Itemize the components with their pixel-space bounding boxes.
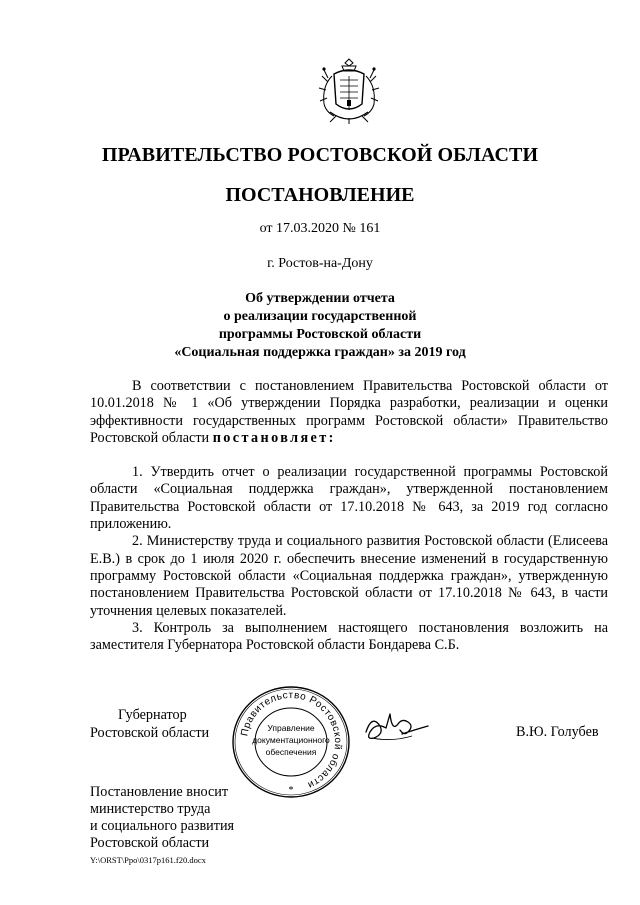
signatory-name: В.Ю. Голубев	[516, 724, 599, 740]
submitted-by-line: министерство труда	[90, 801, 211, 817]
handwritten-signature	[362, 708, 432, 748]
stamp-ring-text: Правительство Ростовской области	[239, 689, 344, 791]
preamble-text: В соответствии с постановлением Правительства Ростовской области от 10.01.2018 № 1 «Об утверждении Порядка разработки, реализации и оценки эффективности государственных программ Ростовской области» Правительство Ростовской области	[90, 378, 608, 446]
document-type: ПОСТАНОВЛЕНИЕ	[225, 184, 415, 206]
item-3: 3. Контроль за выполнением настоящего постановления возложить на заместителя Губернатора Ростовской области Бондарева С.Б.	[90, 619, 608, 654]
document-city: г. Ростов-на-Дону	[267, 256, 373, 271]
coat-of-arms-emblem	[316, 56, 382, 126]
official-stamp	[228, 683, 354, 801]
stamp-center-line: документационного	[252, 735, 330, 745]
subject-line: Об утверждении отчета	[245, 291, 395, 306]
signatory-title-line2: Ростовской области	[90, 725, 210, 741]
subject-line: о реализации государственной	[223, 309, 417, 324]
stamp-star-icon: *	[288, 785, 294, 796]
subject-line: «Социальная поддержка граждан» за 2019 год	[174, 345, 466, 360]
submitted-by-line: и социального развития	[90, 818, 235, 834]
item-1: 1. Утвердить отчет о реализации государственной программы Ростовской области «Социальная поддержка граждан», утвержденной постановлением Правительства Ростовской области от 17.10.2018 № 643, за 2019 год согласно приложению.	[90, 464, 608, 533]
government-title: ПРАВИТЕЛЬСТВО РОСТОВСКОЙ ОБЛАСТИ	[101, 144, 539, 166]
signatory-title-line1: Губернатор	[118, 707, 187, 723]
file-path: Y:\ORST\Ppo\0317p161.f20.docx	[90, 855, 206, 865]
stamp-center-line: обеспечения	[265, 747, 317, 757]
submitted-by-line: Постановление вносит	[90, 784, 229, 800]
subject-line: программы Ростовской области	[218, 327, 422, 342]
document-date-number: от 17.03.2020 № 161	[259, 221, 381, 236]
signatory-title	[90, 706, 209, 742]
item-2: 2. Министерству труда и социального развития Ростовской области (Елисеева Е.В.) в срок до 1 июля 2020 г. обеспечить внесение изменений в государственную программу Ростовской области «Социальная поддержка граждан», утвержденную постановлением Правительства Ростовской области от 17.10.2018 № 643, в части уточнения целевых показателей.	[90, 533, 608, 619]
resolves-keyword: постановляет:	[212, 429, 336, 446]
document-subject	[0, 290, 640, 362]
document-body	[90, 378, 608, 654]
submitted-by-block	[90, 784, 234, 852]
preamble-paragraph	[90, 378, 608, 447]
submitted-by-line: Ростовской области	[90, 835, 210, 851]
stamp-center-line: Управление	[267, 723, 315, 733]
